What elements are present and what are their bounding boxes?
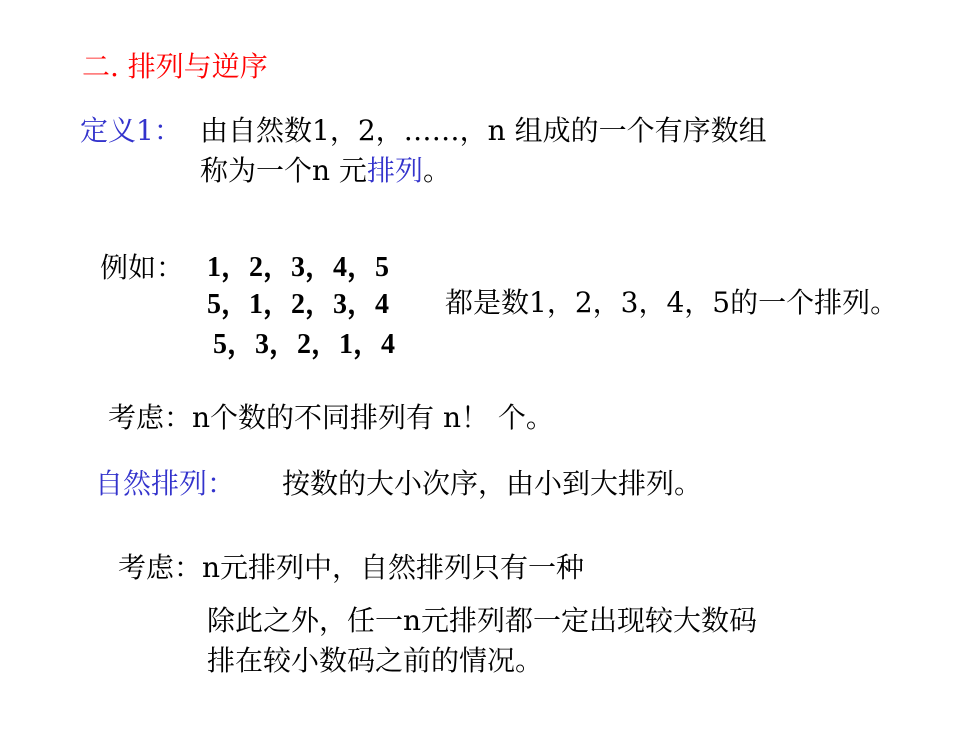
consider-label: 考虑： [108, 401, 193, 434]
permutation-term: 排列 [366, 154, 423, 187]
consider-natural [118, 550, 584, 586]
definition-line-1: 由自然数1，2，……，n 组成的一个有序数组 [200, 114, 767, 147]
example-row-2: 5，1，2，3，4 [207, 289, 390, 320]
consider-count [108, 400, 554, 436]
consider-natural-line-2: 除此之外，任一n元排列都一定出现较大数码 [207, 604, 758, 637]
example-label: 例如： [100, 251, 185, 284]
example-row-1: 1，2，3，4，5 [207, 252, 390, 283]
consider-natural-line-3: 排在较小数码之前的情况。 [207, 644, 544, 677]
definition-line-2-prefix: 称为一个n 元 [200, 154, 367, 187]
section-title: 二. 排列与逆序 [82, 50, 268, 83]
natural-permutation-text: 按数的大小次序，由小到大排列。 [282, 467, 703, 500]
definition-line-2-suffix: 。 [422, 154, 451, 187]
natural-permutation-label: 自然排列： [95, 467, 236, 500]
example-row-3: 5，3，2，1，4 [213, 329, 396, 360]
consider-natural-text: n元排列中，自然排列只有一种 [202, 551, 585, 584]
consider-label-2: 考虑： [118, 551, 203, 584]
example-note: 都是数1，2，3，4，5的一个排列。 [445, 286, 899, 319]
consider-count-text: n个数的不同排列有 n！ 个。 [192, 401, 554, 434]
definition-line-2 [200, 153, 451, 189]
definition-label: 定义1： [80, 114, 182, 147]
